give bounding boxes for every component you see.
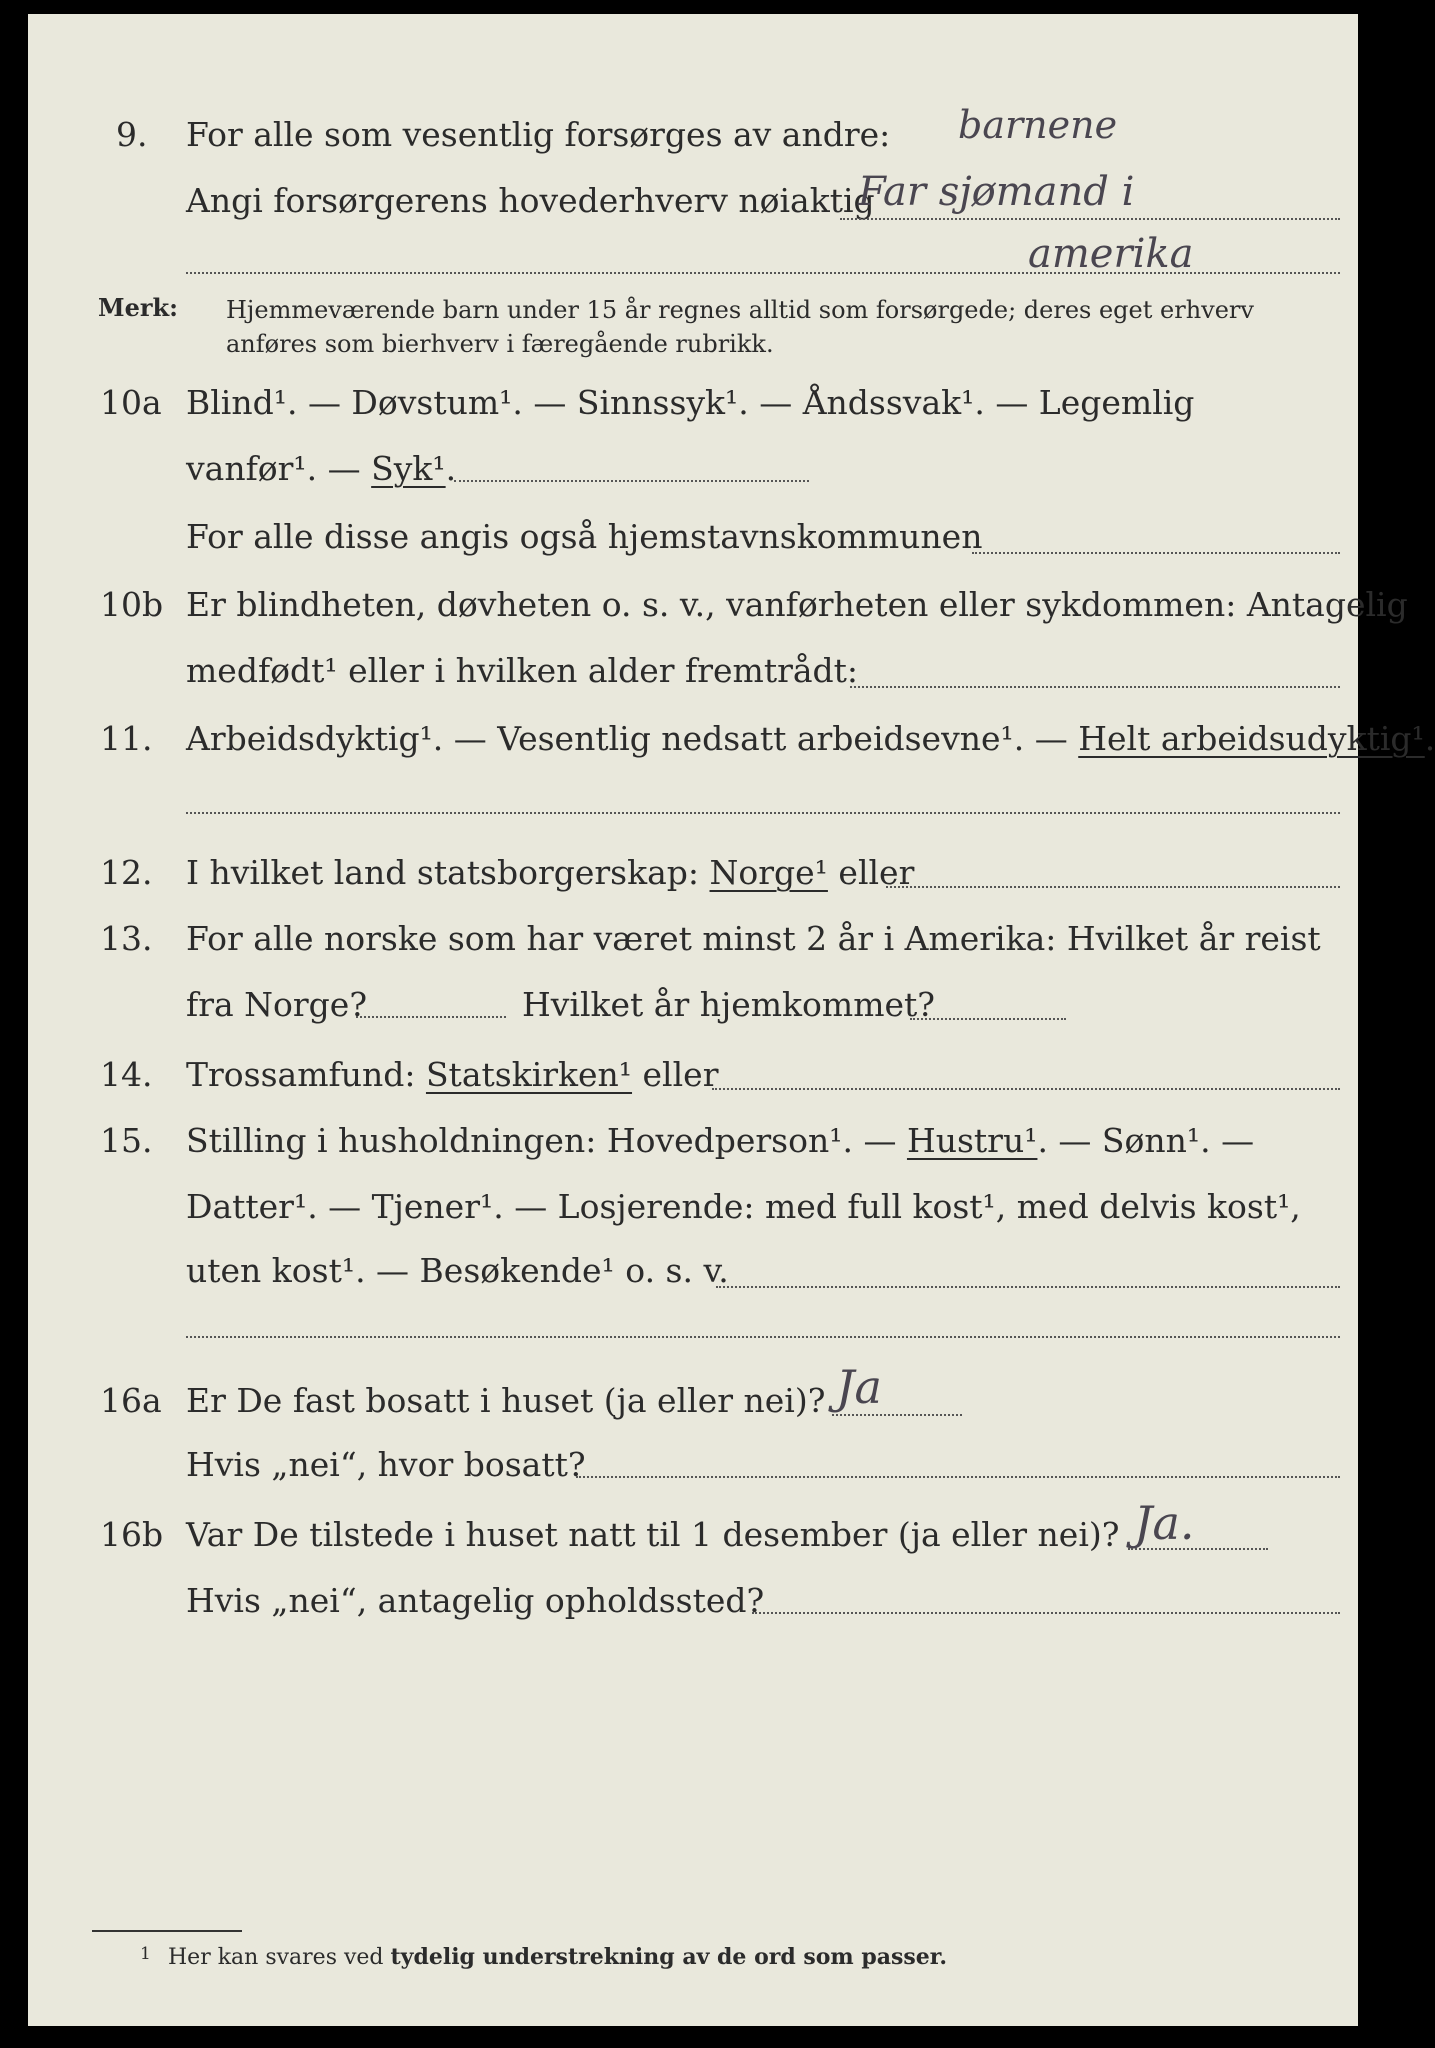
merk-label: Merk:: [98, 293, 178, 322]
q14-number: 14.: [100, 1055, 153, 1094]
q13-return-year-line: [910, 1018, 1066, 1020]
q12-number: 12.: [100, 853, 153, 892]
q10a-underlined-answer: Syk¹: [371, 449, 446, 488]
q10b-question-line2: medfødt¹ eller i hvilken alder fremtrådt:: [186, 651, 859, 690]
census-form-page: [28, 14, 1435, 2026]
q11-options: Arbeidsdyktig¹. — Vesentlig nedsatt arbeidsevne¹. — Helt arbeidsudyktig¹.: [186, 719, 1435, 758]
q14-answer-line: [712, 1088, 1340, 1090]
q12-answer-line: [886, 886, 1340, 888]
q15-options: Stilling i husholdningen: Hovedperson¹. — Hustru¹. — Sønn¹. —: [186, 1121, 1255, 1160]
q16b-number: 16b: [100, 1515, 164, 1554]
q13-returned: Hvilket år hjemkommet?: [522, 985, 935, 1024]
q12-underlined-answer: Norge¹: [709, 853, 828, 892]
q16b-where-line: [752, 1612, 1340, 1614]
q10b-number: 10b: [100, 585, 164, 624]
q11-number: 11.: [100, 719, 153, 758]
merk-note-line2: anføres som bierhverv i færegående rubrikk.: [226, 330, 774, 358]
q10a-hometown-line: [972, 552, 1340, 554]
q9-handwritten-answer-2: Far sjømand i: [858, 169, 1135, 215]
q15-answer-line: [716, 1286, 1340, 1288]
q9-handwritten-answer-3: amerika: [1028, 231, 1194, 277]
q9-number: 9.: [116, 115, 148, 154]
q12-question: I hvilket land statsborgerskap: Norge¹ eller: [186, 853, 915, 892]
q9-question-line2: Angi forsørgerens hovederhverv nøiaktig: [186, 181, 875, 220]
q10a-options-line2: vanfør¹. — Syk¹.: [186, 449, 457, 488]
q14-underlined-answer: Statskirken¹: [425, 1055, 633, 1094]
q10b-question: Er blindheten, døvheten o. s. v., vanførheten eller sykdommen: Antagelig: [186, 585, 1408, 624]
q16b-question: Var De tilstede i huset natt til 1 desember (ja eller nei)?: [186, 1515, 1120, 1554]
q15-underlined-answer: Hustru¹: [906, 1121, 1038, 1160]
q15-answer-line-2: [186, 1336, 1340, 1338]
q13-left-year-line: [356, 1016, 506, 1018]
q16b-answer-line: [1128, 1548, 1268, 1550]
q16a-where-question: Hvis „nei“, hvor bosatt?: [186, 1445, 586, 1484]
q13-number: 13.: [100, 919, 153, 958]
q11-underlined-answer: Helt arbeidsudyktig¹: [1078, 719, 1425, 758]
q16a-question: Er De fast bosatt i huset (ja eller nei)?: [186, 1381, 826, 1420]
q14-question: Trossamfund: Statskirken¹ eller: [186, 1055, 719, 1094]
q10a-answer-line: [454, 480, 809, 482]
q16a-answer-line: [832, 1414, 962, 1416]
q10a-number: 10a: [100, 383, 162, 422]
q16b-where-question: Hvis „nei“, antagelig opholdssted?: [186, 1581, 765, 1620]
q15-options-line3: uten kost¹. — Besøkende¹ o. s. v.: [186, 1251, 729, 1290]
footnote-mark: 1: [140, 1944, 151, 1964]
q13-question: For alle norske som har været minst 2 år i Amerika: Hvilket år reist: [186, 919, 1321, 958]
merk-note-line1: Hjemmeværende barn under 15 år regnes alltid som forsørgede; deres eget erhverv: [226, 296, 1254, 324]
q16a-where-line: [576, 1476, 1340, 1478]
q10a-hometown-question: For alle disse angis også hjemstavnskommunen: [186, 517, 983, 556]
q9-answer-line: [840, 218, 1340, 220]
q16a-number: 16a: [100, 1381, 162, 1420]
q9-handwritten-answer-1: barnene: [958, 103, 1118, 147]
q16b-handwritten-answer: Ja.: [1134, 1496, 1195, 1550]
footnote-text: Her kan svares ved tydelig understrekning av de ord som passer.: [168, 1944, 948, 1970]
q15-options-line2: Datter¹. — Tjener¹. — Losjerende: med full kost¹, med delvis kost¹,: [186, 1187, 1301, 1226]
q10b-answer-line: [850, 686, 1340, 688]
q15-number: 15.: [100, 1121, 153, 1160]
q9-answer-line-2: [186, 272, 1340, 274]
q9-question: For alle som vesentlig forsørges av andre:: [186, 115, 891, 154]
q10a-options: Blind¹. — Døvstum¹. — Sinnssyk¹. — Åndssvak¹. — Legemlig: [186, 383, 1195, 422]
q16a-handwritten-answer: Ja: [836, 1360, 882, 1414]
footnote-rule: [92, 1930, 242, 1932]
q11-answer-line: [186, 812, 1340, 814]
q13-left-norway: fra Norge?: [186, 985, 368, 1024]
